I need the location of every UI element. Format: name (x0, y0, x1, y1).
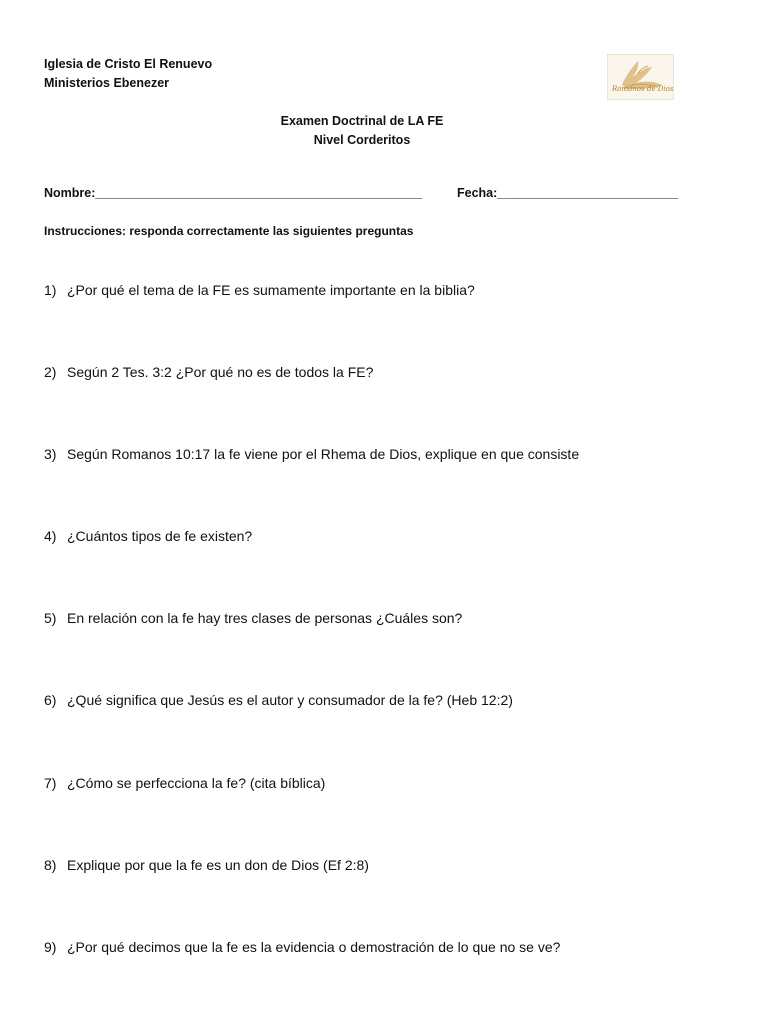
church-name: Iglesia de Cristo El Renuevo (44, 57, 213, 71)
question-3 (44, 446, 579, 462)
question-text: ¿Por qué el tema de la FE es sumamente importante en la biblia? (67, 282, 475, 298)
question-number: 8) (44, 857, 57, 873)
question-number: 1) (44, 282, 57, 298)
question-text: ¿Cómo se perfecciona la fe? (cita bíblica) (67, 775, 326, 791)
question-number: 3) (44, 446, 57, 462)
exam-title: Examen Doctrinal de LA FE (280, 114, 444, 128)
question-2 (44, 364, 373, 380)
question-7 (44, 775, 325, 791)
question-text: ¿Cuántos tipos de fe existen? (67, 528, 253, 544)
date-field[interactable]: Fecha:__________________________ (457, 186, 679, 200)
header-block (44, 55, 212, 93)
question-text: ¿Por qué decimos que la fe es la evidencia o demostración de lo que no se ve? (67, 939, 561, 955)
question-5 (44, 610, 462, 626)
question-text: Según 2 Tes. 3:2 ¿Por qué no es de todos la FE? (67, 364, 374, 380)
question-number: 7) (44, 775, 57, 791)
question-6 (44, 692, 513, 708)
dove-logo-icon (607, 54, 674, 100)
question-text: Según Romanos 10:17 la fe viene por el Rhema de Dios, explique en que consiste (67, 446, 580, 462)
ministry-name: Ministerios Ebenezer (44, 76, 170, 90)
name-field[interactable]: Nombre:_______________________________________________ (44, 186, 423, 200)
question-1 (44, 282, 475, 298)
question-4 (44, 528, 252, 544)
question-number: 2) (44, 364, 57, 380)
question-8 (44, 857, 369, 873)
question-number: 4) (44, 528, 57, 544)
question-number: 5) (44, 610, 57, 626)
instructions: Instrucciones: responda correctamente las siguientes preguntas (44, 224, 414, 238)
question-text: En relación con la fe hay tres clases de personas ¿Cuáles son? (67, 610, 463, 626)
logo-text: Romanos de Dios (612, 85, 674, 93)
question-9 (44, 939, 560, 955)
question-text: ¿Qué significa que Jesús es el autor y consumador de la fe? (Heb 12:2) (67, 692, 513, 708)
question-text: Explique por que la fe es un don de Dios (Ef 2:8) (67, 857, 369, 873)
exam-level: Nivel Corderitos (313, 133, 411, 147)
exam-title-block (0, 112, 724, 150)
question-number: 6) (44, 692, 57, 708)
question-number: 9) (44, 939, 57, 955)
